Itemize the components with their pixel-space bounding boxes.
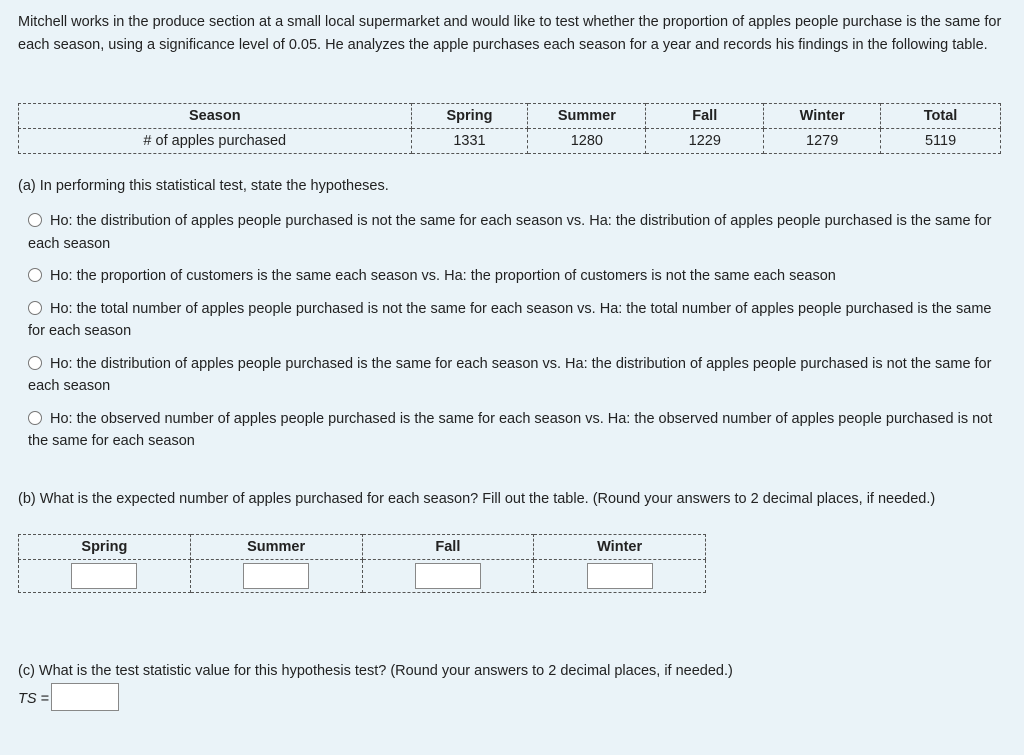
expected-winter-input[interactable]	[587, 563, 653, 589]
radio-button-icon[interactable]	[28, 411, 42, 425]
radio-button-icon[interactable]	[28, 213, 42, 227]
hypothesis-options	[28, 210, 1003, 463]
expected-header-summer: Summer	[190, 535, 362, 560]
hypothesis-option-4[interactable]	[28, 353, 1003, 398]
option-text: Ho: the observed number of apples people purchased is the same for each season vs. Ha: the observed number of apples people purchased is not the same for each season	[28, 410, 993, 449]
radio-button-icon[interactable]	[28, 268, 42, 282]
option-text: Ho: the proportion of customers is the same each season vs. Ha: the proportion of customers is not the same each season	[50, 268, 836, 284]
expected-fall-input[interactable]	[415, 563, 481, 589]
hypothesis-option-2[interactable]	[28, 265, 1003, 288]
hypothesis-option-5[interactable]	[28, 408, 1003, 453]
expected-header-fall: Fall	[362, 535, 534, 560]
part-c-question: (c) What is the test statistic value for this hypothesis test? (Round your answers to 2 decimal places, if needed.)	[18, 663, 733, 679]
row-label: # of apples purchased	[19, 129, 412, 154]
hypothesis-option-1[interactable]	[28, 210, 1003, 255]
header-spring: Spring	[411, 104, 528, 129]
header-total: Total	[881, 104, 1001, 129]
radio-button-icon[interactable]	[28, 356, 42, 370]
expected-cell-summer	[190, 560, 362, 593]
problem-intro: Mitchell works in the produce section at a small local supermarket and would like to test whether the proportion of apples people purchase is the same for each season, using a significance level of 0.05. He analyzes the apple purchases each season for a year and records his findings in the following table.	[18, 14, 1002, 53]
header-fall: Fall	[646, 104, 764, 129]
expected-table	[18, 534, 706, 593]
radio-button-icon[interactable]	[28, 301, 42, 315]
expected-cell-winter	[534, 560, 706, 593]
expected-header-row	[19, 535, 706, 560]
expected-header-winter: Winter	[534, 535, 706, 560]
header-season: Season	[19, 104, 412, 129]
observed-header-row	[19, 104, 1001, 129]
expected-summer-input[interactable]	[243, 563, 309, 589]
expected-header-spring: Spring	[19, 535, 191, 560]
option-text: Ho: the distribution of apples people purchased is not the same for each season vs. Ha: the distribution of apples people purchased is the same for each season	[28, 213, 992, 252]
value-summer: 1280	[528, 129, 646, 154]
observed-data-row	[19, 129, 1001, 154]
option-text: Ho: the distribution of apples people purchased is the same for each season vs. Ha: the distribution of apples people purchased is not the same for each season	[28, 355, 992, 394]
test-statistic-input[interactable]	[51, 683, 119, 711]
value-total: 5119	[881, 129, 1001, 154]
observed-table	[18, 103, 1001, 154]
value-fall: 1229	[646, 129, 764, 154]
header-summer: Summer	[528, 104, 646, 129]
header-winter: Winter	[764, 104, 881, 129]
value-spring: 1331	[411, 129, 528, 154]
part-a-question: (a) In performing this statistical test, state the hypotheses.	[18, 178, 389, 194]
hypothesis-option-3[interactable]	[28, 298, 1003, 343]
option-text: Ho: the total number of apples people purchased is not the same for each season vs. Ha: the total number of apples people purchased is the same for each season	[28, 300, 992, 339]
expected-cell-fall	[362, 560, 534, 593]
expected-input-row	[19, 560, 706, 593]
test-statistic-label: TS =	[18, 691, 50, 707]
value-winter: 1279	[764, 129, 881, 154]
expected-cell-spring	[19, 560, 191, 593]
test-statistic-row	[18, 683, 119, 711]
expected-spring-input[interactable]	[71, 563, 137, 589]
part-b-question: (b) What is the expected number of apples purchased for each season? Fill out the table. (Round your answers to 2 decimal places, if needed.)	[18, 491, 936, 507]
